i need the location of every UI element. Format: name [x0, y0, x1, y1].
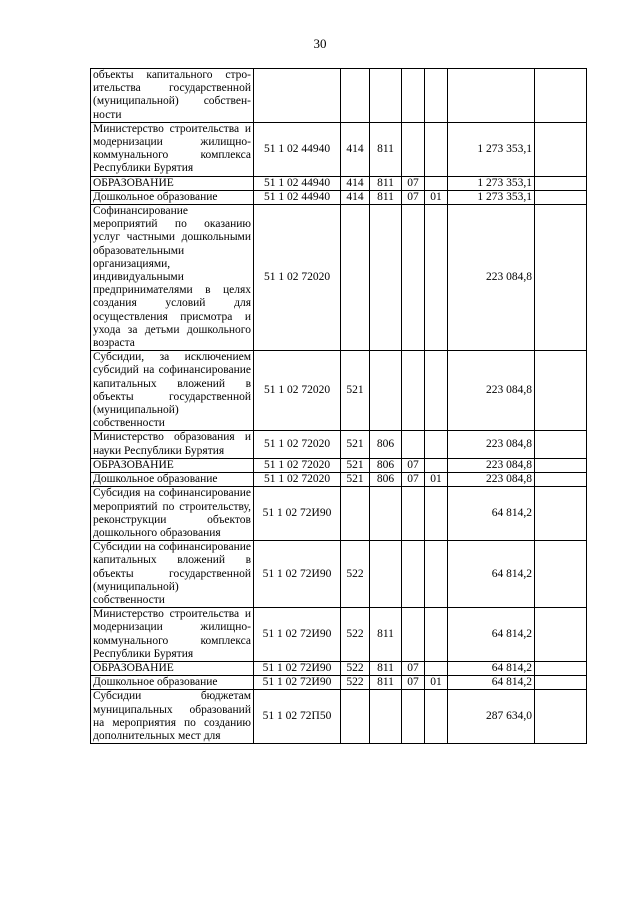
expense-type-code: 414	[341, 176, 370, 190]
expense-type-code: 521	[341, 351, 370, 431]
row-name: Софинансирование мероприятий по оказанию услуг частными дошкольными образовательными организациями, индивидуальными предпринимателями в целях создания условий для осуществления присмотра и ухода за детьми дошкольного возраста	[91, 205, 254, 351]
row-name: ОБРАЗОВАНИЕ	[91, 458, 254, 472]
subsection-code	[425, 351, 448, 431]
table-row	[91, 431, 587, 458]
target-article-code: 51 1 02 72И90	[254, 661, 341, 675]
empty-cell	[535, 431, 587, 458]
expense-type-code: 522	[341, 676, 370, 690]
table-row	[91, 458, 587, 472]
expense-type-code	[341, 487, 370, 541]
table-row	[91, 473, 587, 487]
subsection-code	[425, 690, 448, 744]
table-row	[91, 541, 587, 608]
target-article-code: 51 1 02 72020	[254, 205, 341, 351]
row-name: Министерство образования и науки Республики Бурятия	[91, 431, 254, 458]
amount-cell: 223 084,8	[448, 431, 535, 458]
expense-type-code	[341, 69, 370, 123]
ministry-code: 806	[370, 458, 402, 472]
table-row	[91, 176, 587, 190]
amount-cell: 1 273 353,1	[448, 190, 535, 204]
section-code: 07	[402, 190, 425, 204]
row-name: Субсидии на софинансирование капитальных вложений в объекты государственной (муниципальной) собственности	[91, 541, 254, 608]
ministry-code: 811	[370, 176, 402, 190]
table-row	[91, 690, 587, 744]
target-article-code	[254, 69, 341, 123]
table-row	[91, 122, 587, 176]
empty-cell	[535, 541, 587, 608]
table-row	[91, 661, 587, 675]
ministry-code: 811	[370, 661, 402, 675]
section-code: 07	[402, 473, 425, 487]
target-article-code: 51 1 02 44940	[254, 122, 341, 176]
subsection-code	[425, 69, 448, 123]
amount-cell: 64 814,2	[448, 541, 535, 608]
row-name: ОБРАЗОВАНИЕ	[91, 176, 254, 190]
amount-cell: 1 273 353,1	[448, 176, 535, 190]
target-article-code: 51 1 02 44940	[254, 176, 341, 190]
empty-cell	[535, 690, 587, 744]
section-code	[402, 487, 425, 541]
target-article-code: 51 1 02 72020	[254, 458, 341, 472]
section-code: 07	[402, 661, 425, 675]
row-name: Дошкольное образование	[91, 676, 254, 690]
subsection-code	[425, 431, 448, 458]
section-code	[402, 541, 425, 608]
row-name: Субсидии, за исключением субсидий на софинансирование капитальных вложений в объекты государственной (муниципальной) собственности	[91, 351, 254, 431]
section-code: 07	[402, 458, 425, 472]
row-name: Дошкольное образование	[91, 473, 254, 487]
subsection-code	[425, 487, 448, 541]
table-row	[91, 69, 587, 123]
expense-type-code: 522	[341, 661, 370, 675]
target-article-code: 51 1 02 72020	[254, 431, 341, 458]
empty-cell	[535, 458, 587, 472]
subsection-code	[425, 608, 448, 662]
ministry-code: 811	[370, 676, 402, 690]
empty-cell	[535, 190, 587, 204]
row-name: Субсидия на софинансирование мероприятий по строительству, реконструкции объектов дошкольного образования	[91, 487, 254, 541]
empty-cell	[535, 661, 587, 675]
ministry-code: 811	[370, 190, 402, 204]
budget-table	[90, 68, 587, 744]
ministry-code	[370, 690, 402, 744]
table-row	[91, 190, 587, 204]
subsection-code	[425, 176, 448, 190]
section-code: 07	[402, 676, 425, 690]
row-name: Субсидии бюджетам муниципальных образований на мероприятия по созданию дополнительных мест для	[91, 690, 254, 744]
empty-cell	[535, 473, 587, 487]
ministry-code: 811	[370, 608, 402, 662]
empty-cell	[535, 351, 587, 431]
ministry-code: 806	[370, 473, 402, 487]
expense-type-code: 522	[341, 608, 370, 662]
expense-type-code: 414	[341, 122, 370, 176]
row-name: Министерство строительства и модернизации жилищно-коммунального комплекса Республики Бурятия	[91, 608, 254, 662]
target-article-code: 51 1 02 72020	[254, 351, 341, 431]
ministry-code	[370, 69, 402, 123]
expense-type-code: 522	[341, 541, 370, 608]
subsection-code	[425, 458, 448, 472]
row-name: объекты капитального стро-ительства государственной (муниципальной) собствен-ности	[91, 69, 254, 123]
ministry-code: 806	[370, 431, 402, 458]
table-row	[91, 487, 587, 541]
amount-cell: 223 084,8	[448, 351, 535, 431]
amount-cell: 64 814,2	[448, 676, 535, 690]
section-code	[402, 69, 425, 123]
row-name: ОБРАЗОВАНИЕ	[91, 661, 254, 675]
subsection-code	[425, 661, 448, 675]
table-row	[91, 676, 587, 690]
amount-cell: 1 273 353,1	[448, 122, 535, 176]
ministry-code	[370, 205, 402, 351]
subsection-code	[425, 122, 448, 176]
table-body	[91, 69, 587, 744]
expense-type-code: 521	[341, 458, 370, 472]
page-number: 30	[313, 36, 327, 51]
target-article-code: 51 1 02 72И90	[254, 608, 341, 662]
amount-cell: 64 814,2	[448, 661, 535, 675]
section-code	[402, 690, 425, 744]
empty-cell	[535, 176, 587, 190]
empty-cell	[535, 69, 587, 123]
ministry-code	[370, 541, 402, 608]
ministry-code	[370, 487, 402, 541]
expense-type-code: 521	[341, 473, 370, 487]
section-code	[402, 351, 425, 431]
empty-cell	[535, 487, 587, 541]
empty-cell	[535, 122, 587, 176]
expense-type-code: 414	[341, 190, 370, 204]
section-code	[402, 608, 425, 662]
amount-cell: 223 084,8	[448, 473, 535, 487]
amount-cell: 64 814,2	[448, 487, 535, 541]
expense-type-code	[341, 205, 370, 351]
expense-type-code	[341, 690, 370, 744]
table-row	[91, 205, 587, 351]
subsection-code	[425, 205, 448, 351]
empty-cell	[535, 205, 587, 351]
amount-cell: 64 814,2	[448, 608, 535, 662]
subsection-code	[425, 541, 448, 608]
target-article-code: 51 1 02 72И90	[254, 676, 341, 690]
target-article-code: 51 1 02 72020	[254, 473, 341, 487]
subsection-code: 01	[425, 190, 448, 204]
amount-cell: 223 084,8	[448, 205, 535, 351]
section-code: 07	[402, 176, 425, 190]
target-article-code: 51 1 02 72И90	[254, 487, 341, 541]
subsection-code: 01	[425, 473, 448, 487]
target-article-code: 51 1 02 44940	[254, 190, 341, 204]
empty-cell	[535, 608, 587, 662]
empty-cell	[535, 676, 587, 690]
table-row	[91, 608, 587, 662]
amount-cell: 287 634,0	[448, 690, 535, 744]
section-code	[402, 122, 425, 176]
row-name: Министерство строительства и модернизации жилищно-коммунального комплекса Республики Бурятия	[91, 122, 254, 176]
section-code	[402, 431, 425, 458]
target-article-code: 51 1 02 72П50	[254, 690, 341, 744]
amount-cell: 223 084,8	[448, 458, 535, 472]
ministry-code	[370, 351, 402, 431]
amount-cell	[448, 69, 535, 123]
ministry-code: 811	[370, 122, 402, 176]
table-row	[91, 351, 587, 431]
row-name: Дошкольное образование	[91, 190, 254, 204]
expense-type-code: 521	[341, 431, 370, 458]
target-article-code: 51 1 02 72И90	[254, 541, 341, 608]
section-code	[402, 205, 425, 351]
subsection-code: 01	[425, 676, 448, 690]
